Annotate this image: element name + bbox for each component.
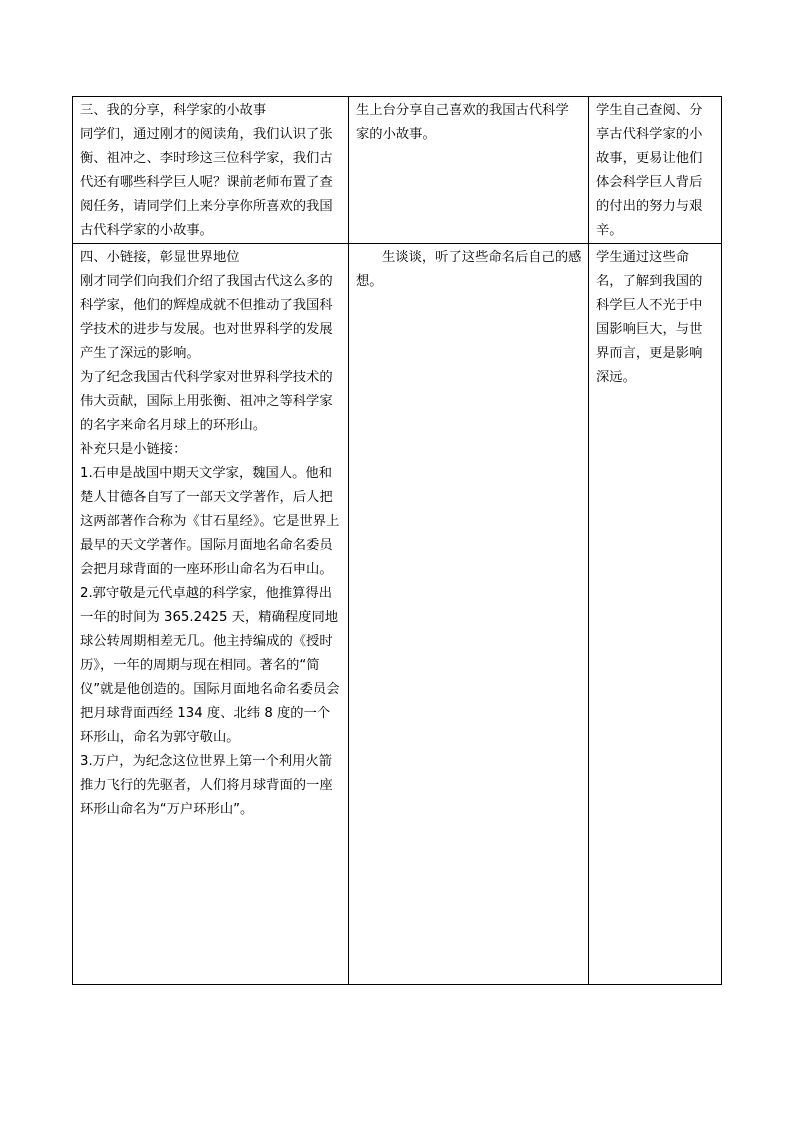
design-intent-cell [589, 97, 722, 244]
teacher-activity-cell [73, 244, 349, 985]
list-item: 1.石申是战国中期天文学家，魏国人。他和楚人甘德各自写了一部天文学著作，后人把这两部著作合称为《甘石星经》。它是世界上最早的天文学著作。国际月面地名命名委员会把月球背面的一座环形山命名为石申山。 [80, 466, 340, 577]
paragraph: 为了纪念我国古代科学家对世界科学技术的伟大贡献，国际上用张衡、祖冲之等科学家的名字来命名月球上的环形山。 [80, 370, 333, 433]
table-row [73, 244, 722, 985]
design-intent-cell [589, 244, 722, 985]
list-item: 2.郭守敬是元代卓越的科学家，他推算得出一年的时间为 365.2425 天，精确程度同地球公转周期相差无几。他主持编成的《授时历》，一年的周期与现在相同。著名的“简仪”就是他创造的。国际月面地名命名委员会把月球背面西经 134 度、北纬 8 度的一个环形山，命名为郭守敬山。 [80, 586, 340, 745]
paragraph: 同学们，通过刚才的阅读角，我们认识了张衡、祖冲之、李时珍这三位科学家，我们古代还有哪些科学巨人呢？课前老师布置了查阅任务，请同学们上来分享你所喜欢的我国古代科学家的小故事。 [80, 127, 333, 238]
teacher-activity-cell [73, 97, 349, 244]
list-item: 3.万户，为纪念这位世界上第一个利用火箭推力飞行的先驱者，人们将月球背面的一座环形山命名为“万户环形山”。 [80, 754, 333, 817]
section-heading: 四、小链接，彰显世界地位 [80, 250, 240, 265]
design-intent-text: 学生自己查阅、分享古代科学家的小故事，更易让他们体会科学巨人背后的付出的努力与艰辛。 [596, 103, 703, 238]
lesson-plan-table [72, 96, 722, 985]
section-heading: 三、我的分享，科学家的小故事 [80, 103, 267, 118]
paragraph: 补充只是小链接： [80, 442, 187, 457]
design-intent-text: 学生通过这些命名，了解到我国的科学巨人不光于中国影响巨大，与世界而言，更是影响深远。 [596, 250, 703, 385]
student-activity-text: 生谈谈，听了这些命名后自己的感想。 [356, 250, 582, 289]
student-activity-text: 生上台分享自己喜欢的我国古代科学家的小故事。 [356, 103, 569, 142]
student-activity-cell [349, 244, 589, 985]
paragraph: 刚才同学们向我们介绍了我国古代这么多的科学家，他们的辉煌成就不但推动了我国科学技术的进步与发展。也对世界科学的发展产生了深远的影响。 [80, 274, 333, 361]
table-row [73, 97, 722, 244]
student-activity-cell [349, 97, 589, 244]
